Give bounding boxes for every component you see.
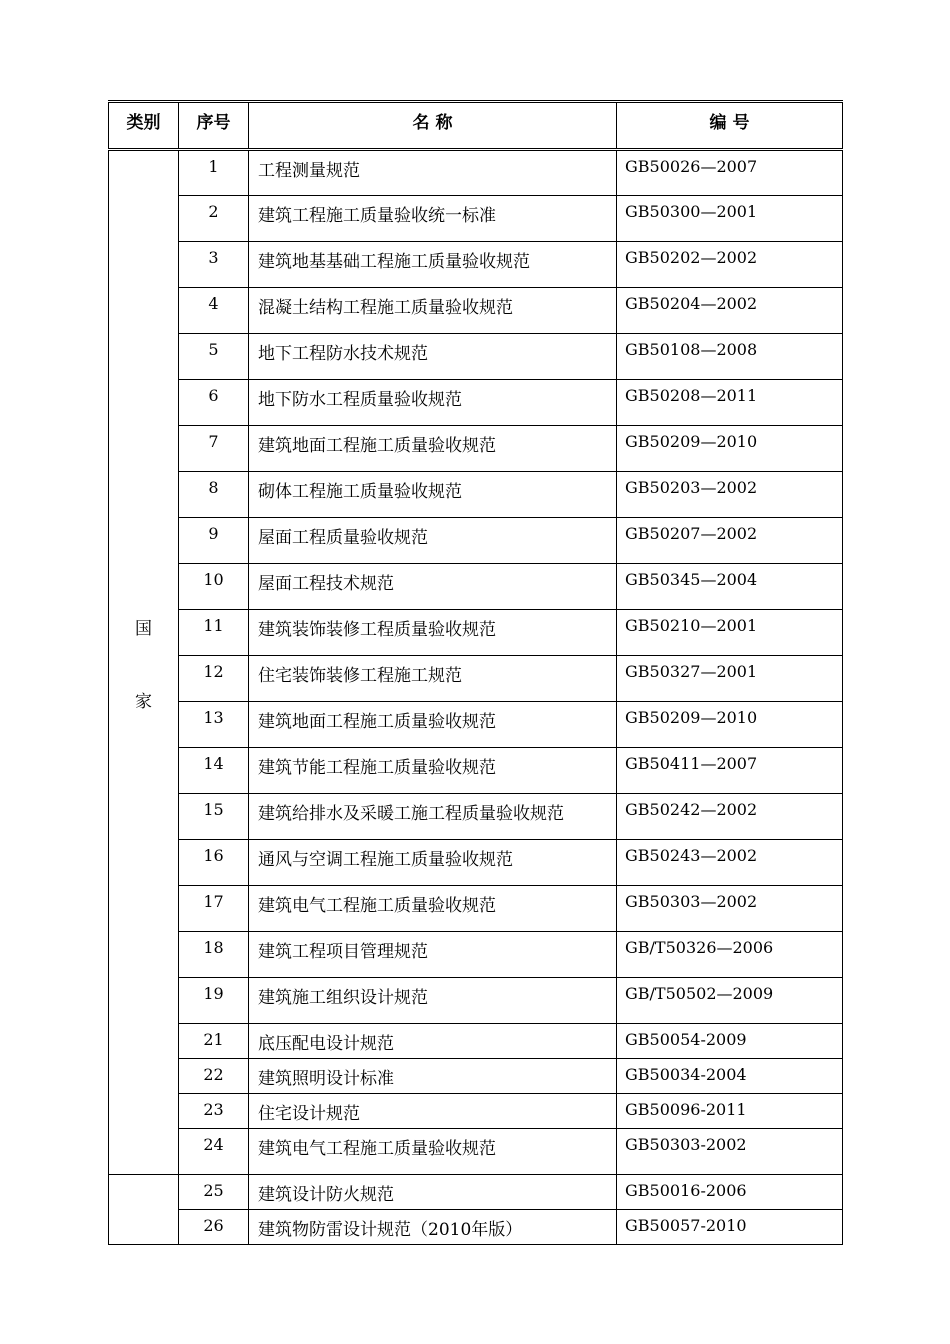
standard-name: 地下防水工程质量验收规范: [249, 380, 617, 426]
table-row: [109, 1024, 843, 1059]
header-name: 名 称: [249, 102, 617, 150]
standard-name: 建筑施工组织设计规范: [249, 978, 617, 1024]
table-row: [109, 380, 843, 426]
table-row: [109, 1210, 843, 1245]
row-number: 3: [179, 242, 249, 288]
table-row: [109, 1059, 843, 1094]
standard-code: GB50026—2007: [617, 150, 843, 196]
standard-name: 建筑地面工程施工质量验收规范: [249, 702, 617, 748]
table-row: [109, 610, 843, 656]
row-number: 11: [179, 610, 249, 656]
category-label: 国: [135, 618, 152, 639]
standard-name: 建筑地基基础工程施工质量验收规范: [249, 242, 617, 288]
category-label: 家: [135, 691, 152, 712]
row-number: 8: [179, 472, 249, 518]
row-number: 14: [179, 748, 249, 794]
table-row: [109, 1175, 843, 1210]
standard-name: 住宅设计规范: [249, 1094, 617, 1129]
standard-name: 建筑电气工程施工质量验收规范: [249, 1129, 617, 1175]
standard-name: 建筑照明设计标准: [249, 1059, 617, 1094]
header-code: 编 号: [617, 102, 843, 150]
standard-code: GB50034-2004: [617, 1059, 843, 1094]
standard-code: GB50411—2007: [617, 748, 843, 794]
standard-code: GB50202—2002: [617, 242, 843, 288]
table-row: [109, 472, 843, 518]
category-cell: [109, 1175, 179, 1245]
standard-name: 砌体工程施工质量验收规范: [249, 472, 617, 518]
table-row: [109, 426, 843, 472]
standard-code: GB50204—2002: [617, 288, 843, 334]
standard-name: 屋面工程技术规范: [249, 564, 617, 610]
standards-table: [108, 100, 843, 1245]
row-number: 17: [179, 886, 249, 932]
standard-code: GB50327—2001: [617, 656, 843, 702]
row-number: 1: [179, 150, 249, 196]
standard-code: GB50108—2008: [617, 334, 843, 380]
row-number: 13: [179, 702, 249, 748]
table-header-row: [109, 102, 843, 150]
table-row: [109, 748, 843, 794]
standard-name: 住宅装饰装修工程施工规范: [249, 656, 617, 702]
row-number: 5: [179, 334, 249, 380]
row-number: 23: [179, 1094, 249, 1129]
row-number: 12: [179, 656, 249, 702]
standard-name: 屋面工程质量验收规范: [249, 518, 617, 564]
table-row: [109, 242, 843, 288]
table-row: [109, 334, 843, 380]
standard-name: 建筑工程施工质量验收统一标准: [249, 196, 617, 242]
standard-name: 建筑节能工程施工质量验收规范: [249, 748, 617, 794]
standard-name: 工程测量规范: [249, 150, 617, 196]
row-number: 6: [179, 380, 249, 426]
standard-name: 建筑电气工程施工质量验收规范: [249, 886, 617, 932]
row-number: 15: [179, 794, 249, 840]
header-category: 类别: [109, 102, 179, 150]
standard-name: 建筑装饰装修工程质量验收规范: [249, 610, 617, 656]
standard-name: 通风与空调工程施工质量验收规范: [249, 840, 617, 886]
row-number: 4: [179, 288, 249, 334]
standard-code: GB50209—2010: [617, 426, 843, 472]
table-row: [109, 1129, 843, 1175]
standard-name: 地下工程防水技术规范: [249, 334, 617, 380]
standard-code: GB50242—2002: [617, 794, 843, 840]
row-number: 25: [179, 1175, 249, 1210]
row-number: 26: [179, 1210, 249, 1245]
row-number: 21: [179, 1024, 249, 1059]
standard-code: GB50345—2004: [617, 564, 843, 610]
standard-code: GB50016-2006: [617, 1175, 843, 1210]
table-row: [109, 656, 843, 702]
table-row: [109, 932, 843, 978]
table-row: [109, 288, 843, 334]
category-cell: [109, 150, 179, 1175]
standard-code: GB50207—2002: [617, 518, 843, 564]
standard-code: GB50208—2011: [617, 380, 843, 426]
table-row: [109, 978, 843, 1024]
standard-code: GB50303-2002: [617, 1129, 843, 1175]
standard-code: GB50300—2001: [617, 196, 843, 242]
standard-name: 建筑设计防火规范: [249, 1175, 617, 1210]
standard-code: GB50054-2009: [617, 1024, 843, 1059]
table-row: [109, 518, 843, 564]
row-number: 18: [179, 932, 249, 978]
table-row: [109, 840, 843, 886]
standard-name: 混凝土结构工程施工质量验收规范: [249, 288, 617, 334]
table-row: [109, 886, 843, 932]
row-number: 7: [179, 426, 249, 472]
table-row: [109, 564, 843, 610]
standard-code: GB50243—2002: [617, 840, 843, 886]
standard-code: GB50303—2002: [617, 886, 843, 932]
table-row: [109, 1094, 843, 1129]
standard-code: GB50210—2001: [617, 610, 843, 656]
row-number: 9: [179, 518, 249, 564]
standard-code: GB50096-2011: [617, 1094, 843, 1129]
row-number: 19: [179, 978, 249, 1024]
standard-code: GB/T50326—2006: [617, 932, 843, 978]
table-row: [109, 794, 843, 840]
row-number: 22: [179, 1059, 249, 1094]
standard-code: GB50203—2002: [617, 472, 843, 518]
row-number: 24: [179, 1129, 249, 1175]
standard-code: GB50057-2010: [617, 1210, 843, 1245]
table-row: [109, 150, 843, 196]
row-number: 2: [179, 196, 249, 242]
table-row: [109, 196, 843, 242]
standard-code: GB/T50502—2009: [617, 978, 843, 1024]
standard-name: 底压配电设计规范: [249, 1024, 617, 1059]
row-number: 10: [179, 564, 249, 610]
standard-name: 建筑物防雷设计规范（2010年版）: [249, 1210, 617, 1245]
standard-name: 建筑地面工程施工质量验收规范: [249, 426, 617, 472]
row-number: 16: [179, 840, 249, 886]
standard-code: GB50209—2010: [617, 702, 843, 748]
header-number: 序号: [179, 102, 249, 150]
standard-name: 建筑工程项目管理规范: [249, 932, 617, 978]
table-row: [109, 702, 843, 748]
standard-name: 建筑给排水及采暖工施工程质量验收规范: [249, 794, 617, 840]
